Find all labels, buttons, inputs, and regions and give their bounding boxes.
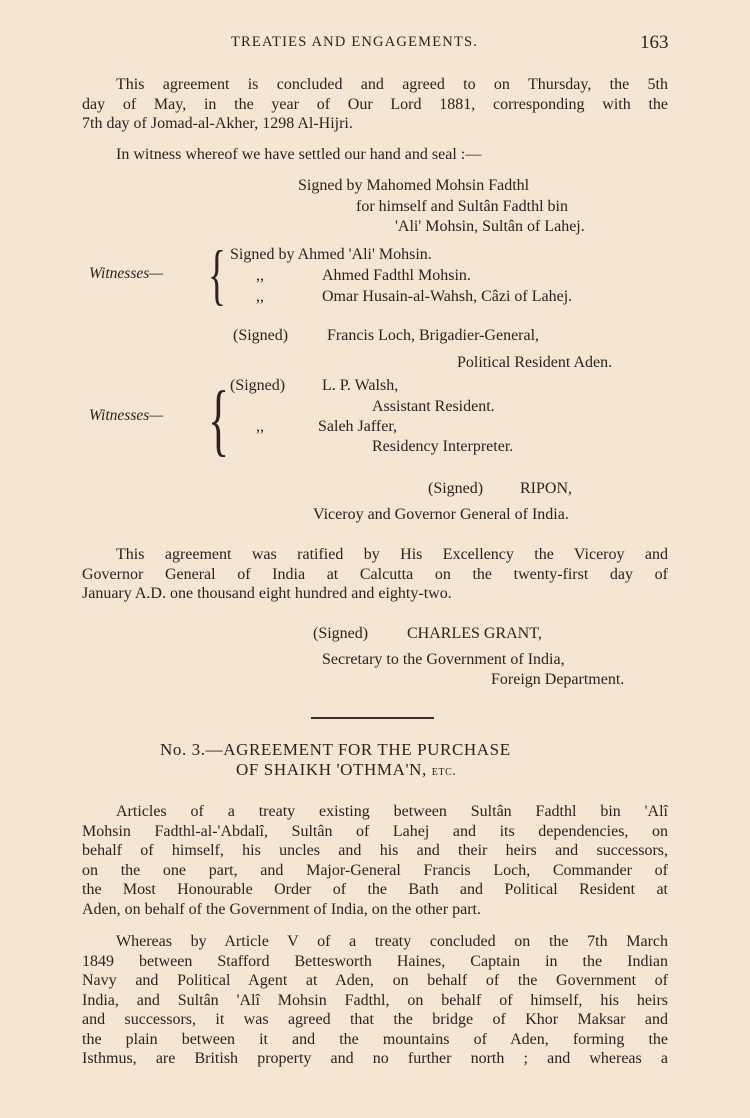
running-header: TREATIES AND ENGAGEMENTS.: [231, 34, 479, 50]
signature-line: 'Ali' Mohsin, Sultân of Lahej.: [395, 218, 585, 235]
witness-whereof-line: In witness whereof we have settled our hand and seal :—: [116, 146, 482, 163]
ditto-mark: ,,: [256, 418, 264, 435]
witness-line: Signed by Ahmed 'Ali' Mohsin.: [230, 246, 432, 263]
signatory-title: Foreign Department.: [491, 671, 625, 688]
text-line: Isthmus, are British property and no further north ; and whereas a: [82, 1050, 668, 1067]
signed-mark: (Signed): [428, 480, 484, 497]
section-divider: [311, 717, 434, 719]
signature-line: Signed by Mahomed Mohsin Fadthl: [298, 177, 530, 194]
witness-name: L. P. Walsh,: [322, 377, 399, 394]
curly-brace: {: [208, 236, 226, 312]
text-line: day of May, in the year of Our Lord 1881, corresponding with the: [82, 95, 668, 113]
signatory-name: RIPON,: [520, 480, 573, 497]
text-line: January A.D. one thousand eight hundred and eighty-two.: [82, 585, 452, 602]
page-number: 163: [640, 32, 669, 53]
witness-title: Assistant Resident.: [372, 398, 495, 415]
whereas-paragraph: [82, 932, 668, 1069]
signed-mark: (Signed): [233, 327, 289, 344]
witness-title: Residency Interpreter.: [372, 438, 514, 455]
signatory-name: Francis Loch, Brigadier-General,: [327, 327, 540, 344]
signed-mark: (Signed): [230, 377, 286, 394]
text-line: 1849 between Stafford Bettesworth Haines, Captain in the Indian: [82, 952, 668, 970]
section-heading-line2: [236, 760, 457, 780]
text-line: behalf of himself, his uncles and his and their heirs and successors,: [82, 842, 668, 859]
text-line: and successors, it was agreed that the bridge of Khor Maksar and: [82, 1011, 668, 1028]
text-line: Navy and Political Agent at Aden, on behalf of the Government of: [82, 972, 668, 989]
text-line: on the one part, and Major-General Francis Loch, Commander of: [82, 861, 668, 879]
text-line: Aden, on behalf of the Government of India, on the other part.: [82, 900, 481, 918]
signature-line: for himself and Sultân Fadthl bin: [356, 198, 568, 215]
ratification-paragraph: [82, 545, 668, 604]
text-line: the plain between it and the mountains of Aden, forming the: [82, 1030, 668, 1048]
signatory-title: Secretary to the Government of India,: [322, 651, 565, 668]
articles-paragraph: [82, 802, 668, 919]
heading-suffix: etc.: [431, 764, 457, 779]
text-line: This agreement is concluded and agreed to on Thursday, the 5th: [116, 76, 668, 93]
agreement-date-paragraph: [82, 75, 668, 134]
witness-line: Ahmed Fadthl Mohsin.: [322, 267, 471, 284]
text-line: 7th day of Jomad-al-Akher, 1298 Al-Hijri.: [82, 115, 353, 132]
witness-line: Omar Husain-al-Wahsh, Câzi of Lahej.: [322, 288, 573, 305]
witnesses-label: Witnesses—: [89, 265, 164, 282]
text-line: Whereas by Article V of a treaty concluded on the 7th March: [116, 933, 668, 950]
curly-brace: {: [208, 376, 230, 464]
heading-text: OF SHAIKH 'OTHMA'N,: [236, 760, 427, 779]
signatory-title: Viceroy and Governor General of India.: [313, 506, 569, 523]
section-heading: No. 3.—AGREEMENT FOR THE PURCHASE: [160, 740, 511, 759]
text-line: Mohsin Fadthl-al-'Abdalî, Sultân of Lahej and its dependencies, on: [82, 822, 668, 840]
signatory-name: CHARLES GRANT,: [407, 625, 542, 642]
text-line: India, and Sultân 'Alî Mohsin Fadthl, on behalf of himself, his heirs: [82, 991, 668, 1009]
ditto-mark: ,,: [256, 267, 264, 284]
ditto-mark: ,,: [256, 288, 264, 305]
text-line: This agreement was ratified by His Excellency the Viceroy and: [116, 546, 668, 563]
text-line: the Most Honourable Order of the Bath and Political Resident at: [82, 881, 668, 898]
witness-name: Saleh Jaffer,: [318, 418, 398, 435]
signed-mark: (Signed): [313, 625, 369, 642]
text-line: Articles of a treaty existing between Sultân Fadthl bin 'Alî: [116, 803, 668, 820]
signatory-title: Political Resident Aden.: [457, 354, 613, 371]
text-line: Governor General of India at Calcutta on the twenty-first day of: [82, 565, 668, 583]
witnesses-label: Witnesses—: [89, 407, 164, 424]
